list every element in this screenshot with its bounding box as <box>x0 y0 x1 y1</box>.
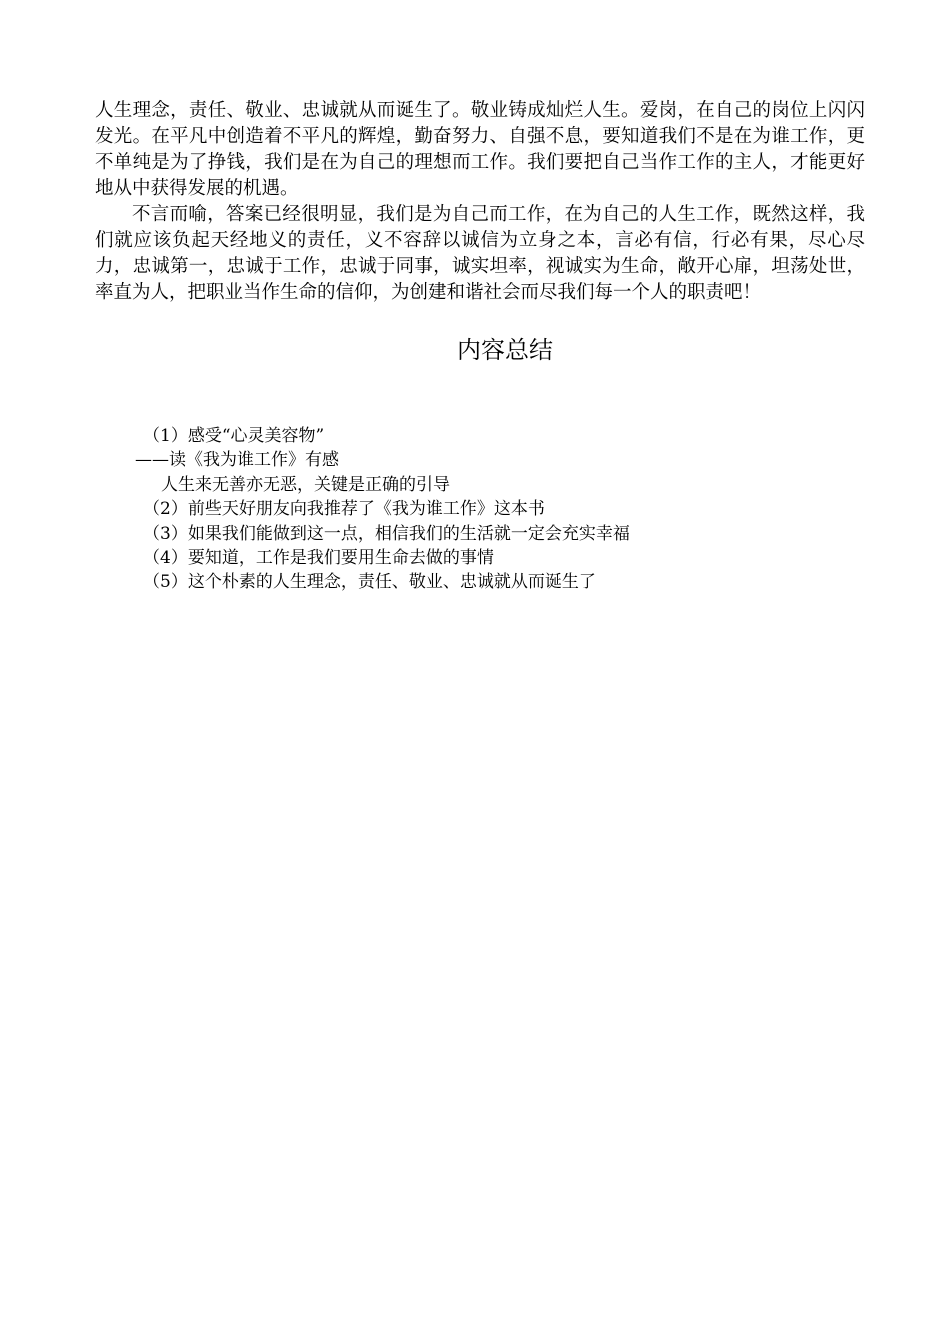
summary-item-quote: 人生来无善亦无恶，关键是正确的引导 <box>161 474 450 495</box>
summary-item-1: （1）感受“心灵美容物” <box>143 426 325 446</box>
paragraph-2: 不言而喻，答案已经很明显，我们是为自己而工作，在为自己的人生工作，既然这样，我们就应该负起天经地义的责任，义不容辞以诚信为立身之本，言必有信，行必有果，尽心尽力，忠诚第一，忠诚于工作，忠诚于同事，诚实坦率，视诚实为生命，敞开心扉，坦荡处世，率直为人，把职业当作生命的信仰，为创建和谐社会而尽我们每一个人的职责吧！ <box>95 204 865 303</box>
body-text <box>95 98 865 306</box>
summary-item-5: （5）这个朴素的人生理念，责任、敬业、忠诚就从而诞生了 <box>143 572 596 593</box>
summary-item-3: （3）如果我们能做到这一点，相信我们的生活就一定会充实幸福 <box>143 523 630 544</box>
summary-item-4: （4）要知道，工作是我们要用生命去做的事情 <box>143 548 494 569</box>
summary-list <box>135 424 835 595</box>
summary-item-subtitle: ——读《我为谁工作》有感 <box>135 450 339 471</box>
summary-item-2: （2）前些天好朋友向我推荐了《我为谁工作》这本书 <box>143 499 545 520</box>
paragraph-1: 人生理念，责任、敬业、忠诚就从而诞生了。敬业铸成灿烂人生。爱岗，在自己的岗位上闪闪发光。在平凡中创造着不平凡的辉煌，勤奋努力、自强不息，要知道我们不是在为谁工作，更不单纯是为了挣钱，我们是在为自己的理想而工作。我们要把自己当作工作的主人，才能更好地从中获得发展的机遇。 <box>95 100 865 199</box>
section-title: 内容总结 <box>457 336 553 364</box>
